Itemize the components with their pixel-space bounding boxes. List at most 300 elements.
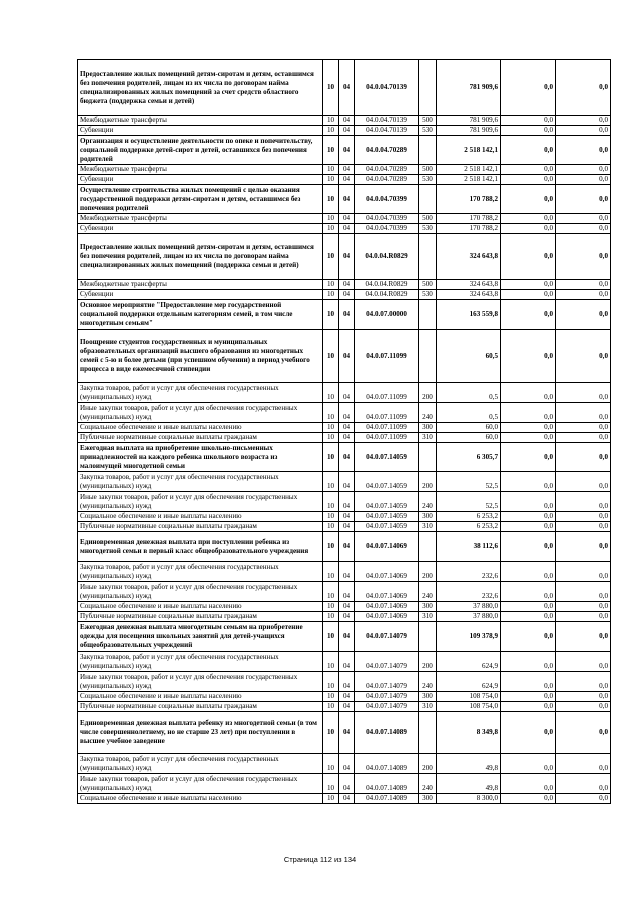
- table-row: [78, 330, 611, 383]
- section-code-cell: 10: [323, 522, 339, 532]
- amount-cell: 170 788,2: [437, 185, 501, 214]
- row-name-cell: Субвенции: [78, 175, 323, 185]
- row-name-cell: Закупка товаров, работ и услуг для обеспечения государственных (муниципальных) нужд: [78, 652, 323, 672]
- subsection-code-cell: 04: [339, 562, 355, 582]
- amount-cell-3: 0,0: [556, 116, 611, 126]
- expense-type-cell: 530: [419, 175, 437, 185]
- table-row: [78, 443, 611, 472]
- amount-cell-3: 0,0: [556, 774, 611, 794]
- amount-cell-3: 0,0: [556, 532, 611, 562]
- section-code-cell: 10: [323, 126, 339, 136]
- amount-cell-2: 0,0: [501, 712, 556, 754]
- amount-cell: 6 253,2: [437, 522, 501, 532]
- table-row: [78, 522, 611, 532]
- expense-type-cell: 500: [419, 214, 437, 224]
- target-article-cell: 04.0.04.R0829: [355, 234, 419, 280]
- amount-cell: 49,8: [437, 774, 501, 794]
- expense-type-cell: 240: [419, 582, 437, 602]
- page-footer: Страница 112 из 134: [283, 855, 357, 864]
- subsection-code-cell: 04: [339, 702, 355, 712]
- target-article-cell: 04.0.07.14089: [355, 754, 419, 774]
- amount-cell: 2 518 142,1: [437, 165, 501, 175]
- row-name-cell: Социальное обеспечение и иные выплаты населению: [78, 602, 323, 612]
- target-article-cell: 04.0.07.14079: [355, 652, 419, 672]
- target-article-cell: 04.0.07.14089: [355, 712, 419, 754]
- target-article-cell: 04.0.07.14089: [355, 794, 419, 804]
- target-article-cell: 04.0.04.70139: [355, 126, 419, 136]
- expense-type-cell: 200: [419, 383, 437, 403]
- amount-cell: 781 909,6: [437, 126, 501, 136]
- subsection-code-cell: 04: [339, 116, 355, 126]
- subsection-code-cell: 04: [339, 136, 355, 165]
- target-article-cell: 04.0.04.70399: [355, 224, 419, 234]
- amount-cell-2: 0,0: [501, 794, 556, 804]
- expense-type-cell: [419, 300, 437, 330]
- amount-cell: 0,5: [437, 403, 501, 423]
- amount-cell: 170 788,2: [437, 214, 501, 224]
- row-name-cell: Социальное обеспечение и иные выплаты населению: [78, 423, 323, 433]
- amount-cell-3: 0,0: [556, 582, 611, 602]
- expense-type-cell: 300: [419, 794, 437, 804]
- table-row: [78, 602, 611, 612]
- subsection-code-cell: 04: [339, 443, 355, 472]
- section-code-cell: 10: [323, 702, 339, 712]
- table-row: [78, 512, 611, 522]
- subsection-code-cell: 04: [339, 492, 355, 512]
- target-article-cell: 04.0.07.14059: [355, 472, 419, 492]
- section-code-cell: 10: [323, 383, 339, 403]
- amount-cell-3: 0,0: [556, 672, 611, 692]
- subsection-code-cell: 04: [339, 224, 355, 234]
- section-code-cell: 10: [323, 774, 339, 794]
- target-article-cell: 04.0.07.11099: [355, 433, 419, 443]
- target-article-cell: 04.0.07.14079: [355, 672, 419, 692]
- amount-cell-3: 0,0: [556, 300, 611, 330]
- row-name-cell: Закупка товаров, работ и услуг для обеспечения государственных (муниципальных) нужд: [78, 754, 323, 774]
- row-name-cell: Публичные нормативные социальные выплаты гражданам: [78, 612, 323, 622]
- subsection-code-cell: 04: [339, 692, 355, 702]
- table-row: [78, 702, 611, 712]
- subsection-code-cell: 04: [339, 652, 355, 672]
- amount-cell-3: 0,0: [556, 712, 611, 754]
- table-row: [78, 794, 611, 804]
- row-name-cell: Закупка товаров, работ и услуг для обеспечения государственных (муниципальных) нужд: [78, 472, 323, 492]
- table-row: [78, 290, 611, 300]
- subsection-code-cell: 04: [339, 622, 355, 652]
- amount-cell-3: 0,0: [556, 185, 611, 214]
- section-code-cell: 10: [323, 234, 339, 280]
- amount-cell: 624,9: [437, 652, 501, 672]
- table-row: [78, 126, 611, 136]
- section-code-cell: 10: [323, 512, 339, 522]
- amount-cell-2: 0,0: [501, 672, 556, 692]
- target-article-cell: 04.0.04.70289: [355, 175, 419, 185]
- row-name-cell: Единовременная денежная выплата ребенку из многодетной семьи (в том числе совершеннолетнему, но не старше 23 лет) при поступлении в высшее учебное заведение: [78, 712, 323, 754]
- table-row: [78, 175, 611, 185]
- amount-cell: 2 518 142,1: [437, 175, 501, 185]
- subsection-code-cell: 04: [339, 754, 355, 774]
- subsection-code-cell: 04: [339, 532, 355, 562]
- section-code-cell: 10: [323, 403, 339, 423]
- amount-cell-2: 0,0: [501, 330, 556, 383]
- table-row: [78, 423, 611, 433]
- target-article-cell: 04.0.04.70139: [355, 116, 419, 126]
- amount-cell-2: 0,0: [501, 532, 556, 562]
- section-code-cell: 10: [323, 136, 339, 165]
- amount-cell: 52,5: [437, 492, 501, 512]
- expense-type-cell: 240: [419, 774, 437, 794]
- section-code-cell: 10: [323, 280, 339, 290]
- amount-cell-3: 0,0: [556, 136, 611, 165]
- table-row: [78, 672, 611, 692]
- subsection-code-cell: 04: [339, 403, 355, 423]
- row-name-cell: Иные закупки товаров, работ и услуг для обеспечения государственных (муниципальных) нужд: [78, 403, 323, 423]
- row-name-cell: Социальное обеспечение и иные выплаты населению: [78, 794, 323, 804]
- row-name-cell: Публичные нормативные социальные выплаты гражданам: [78, 433, 323, 443]
- expense-type-cell: [419, 712, 437, 754]
- target-article-cell: 04.0.07.14069: [355, 532, 419, 562]
- amount-cell-3: 0,0: [556, 403, 611, 423]
- amount-cell: 8 349,8: [437, 712, 501, 754]
- amount-cell-3: 0,0: [556, 433, 611, 443]
- amount-cell-2: 0,0: [501, 383, 556, 403]
- amount-cell: 60,0: [437, 433, 501, 443]
- target-article-cell: 04.0.07.11099: [355, 330, 419, 383]
- expense-type-cell: [419, 60, 437, 116]
- amount-cell-2: 0,0: [501, 300, 556, 330]
- amount-cell-3: 0,0: [556, 522, 611, 532]
- target-article-cell: 04.0.04.R0829: [355, 280, 419, 290]
- expense-type-cell: 300: [419, 512, 437, 522]
- amount-cell-2: 0,0: [501, 116, 556, 126]
- section-code-cell: 10: [323, 754, 339, 774]
- subsection-code-cell: 04: [339, 612, 355, 622]
- amount-cell-2: 0,0: [501, 582, 556, 602]
- target-article-cell: 04.0.07.14079: [355, 702, 419, 712]
- table-row: [78, 60, 611, 116]
- target-article-cell: 04.0.04.70399: [355, 185, 419, 214]
- expense-type-cell: 300: [419, 692, 437, 702]
- subsection-code-cell: 04: [339, 165, 355, 175]
- target-article-cell: 04.0.04.R0829: [355, 290, 419, 300]
- table-row: [78, 562, 611, 582]
- row-name-cell: Основное мероприятие "Предоставление мер государственной социальной поддержки отдельным категориям семей, в том числе многодетным семьям": [78, 300, 323, 330]
- amount-cell: 60,0: [437, 423, 501, 433]
- amount-cell-2: 0,0: [501, 175, 556, 185]
- amount-cell-2: 0,0: [501, 214, 556, 224]
- target-article-cell: 04.0.07.14059: [355, 492, 419, 512]
- table-row: [78, 652, 611, 672]
- target-article-cell: 04.0.07.14059: [355, 512, 419, 522]
- amount-cell: 38 112,6: [437, 532, 501, 562]
- row-name-cell: Иные закупки товаров, работ и услуг для обеспечения государственных (муниципальных) нужд: [78, 582, 323, 602]
- table-row: [78, 622, 611, 652]
- amount-cell-3: 0,0: [556, 472, 611, 492]
- table-row: [78, 383, 611, 403]
- subsection-code-cell: 04: [339, 582, 355, 602]
- subsection-code-cell: 04: [339, 185, 355, 214]
- section-code-cell: 10: [323, 532, 339, 562]
- section-code-cell: 10: [323, 582, 339, 602]
- section-code-cell: 10: [323, 175, 339, 185]
- section-code-cell: 10: [323, 472, 339, 492]
- table-row: [78, 692, 611, 702]
- amount-cell-3: 0,0: [556, 794, 611, 804]
- subsection-code-cell: 04: [339, 175, 355, 185]
- section-code-cell: 10: [323, 423, 339, 433]
- amount-cell-3: 0,0: [556, 562, 611, 582]
- table-row: [78, 774, 611, 794]
- amount-cell: 52,5: [437, 472, 501, 492]
- amount-cell: 324 643,8: [437, 280, 501, 290]
- subsection-code-cell: 04: [339, 234, 355, 280]
- amount-cell-3: 0,0: [556, 423, 611, 433]
- table-row: [78, 165, 611, 175]
- subsection-code-cell: 04: [339, 672, 355, 692]
- amount-cell-2: 0,0: [501, 702, 556, 712]
- row-name-cell: Социальное обеспечение и иные выплаты населению: [78, 512, 323, 522]
- expense-type-cell: 300: [419, 423, 437, 433]
- target-article-cell: 04.0.07.14089: [355, 774, 419, 794]
- table-row: [78, 234, 611, 280]
- amount-cell-2: 0,0: [501, 612, 556, 622]
- amount-cell: 37 880,0: [437, 612, 501, 622]
- section-code-cell: 10: [323, 185, 339, 214]
- amount-cell-3: 0,0: [556, 330, 611, 383]
- amount-cell-2: 0,0: [501, 512, 556, 522]
- row-name-cell: Межбюджетные трансферты: [78, 280, 323, 290]
- amount-cell-2: 0,0: [501, 652, 556, 672]
- amount-cell-3: 0,0: [556, 652, 611, 672]
- amount-cell-2: 0,0: [501, 224, 556, 234]
- table-row: [78, 712, 611, 754]
- target-article-cell: 04.0.07.14069: [355, 582, 419, 602]
- expense-type-cell: 310: [419, 702, 437, 712]
- amount-cell: 0,5: [437, 383, 501, 403]
- row-name-cell: Субвенции: [78, 224, 323, 234]
- subsection-code-cell: 04: [339, 383, 355, 403]
- table-row: [78, 136, 611, 165]
- target-article-cell: 04.0.07.11099: [355, 423, 419, 433]
- amount-cell-3: 0,0: [556, 165, 611, 175]
- row-name-cell: Осуществление строительства жилых помещений с целью оказания государственной поддержки детям-сиротам и детям, оставшимся без попечения родителей: [78, 185, 323, 214]
- section-code-cell: 10: [323, 672, 339, 692]
- amount-cell-2: 0,0: [501, 136, 556, 165]
- amount-cell: 2 518 142,1: [437, 136, 501, 165]
- section-code-cell: 10: [323, 692, 339, 702]
- amount-cell-3: 0,0: [556, 290, 611, 300]
- table-row: [78, 754, 611, 774]
- section-code-cell: 10: [323, 492, 339, 512]
- subsection-code-cell: 04: [339, 512, 355, 522]
- amount-cell: 6 305,7: [437, 443, 501, 472]
- row-name-cell: Иные закупки товаров, работ и услуг для обеспечения государственных (муниципальных) нужд: [78, 492, 323, 512]
- target-article-cell: 04.0.07.14059: [355, 443, 419, 472]
- amount-cell-3: 0,0: [556, 692, 611, 702]
- amount-cell-3: 0,0: [556, 126, 611, 136]
- amount-cell-2: 0,0: [501, 472, 556, 492]
- amount-cell-3: 0,0: [556, 602, 611, 612]
- table-row: [78, 214, 611, 224]
- table-row: [78, 472, 611, 492]
- target-article-cell: 04.0.04.70289: [355, 136, 419, 165]
- row-name-cell: Закупка товаров, работ и услуг для обеспечения государственных (муниципальных) нужд: [78, 562, 323, 582]
- amount-cell: 781 909,6: [437, 60, 501, 116]
- amount-cell-2: 0,0: [501, 126, 556, 136]
- row-name-cell: Ежегодная выплата на приобретение школьно-письменных принадлежностей на каждого ребенка школьного возраста из малоимущей многодетной семьи: [78, 443, 323, 472]
- target-article-cell: 04.0.07.14069: [355, 602, 419, 612]
- amount-cell: 60,5: [437, 330, 501, 383]
- amount-cell-2: 0,0: [501, 185, 556, 214]
- table-row: [78, 403, 611, 423]
- expense-type-cell: 530: [419, 290, 437, 300]
- section-code-cell: 10: [323, 443, 339, 472]
- expense-type-cell: 530: [419, 224, 437, 234]
- table-row: [78, 224, 611, 234]
- target-article-cell: 04.0.07.14079: [355, 692, 419, 702]
- table-row: [78, 185, 611, 214]
- amount-cell: 6 253,2: [437, 512, 501, 522]
- subsection-code-cell: 04: [339, 60, 355, 116]
- table-row: [78, 280, 611, 290]
- subsection-code-cell: 04: [339, 214, 355, 224]
- amount-cell: 49,8: [437, 754, 501, 774]
- amount-cell: 170 788,2: [437, 224, 501, 234]
- target-article-cell: 04.0.07.14079: [355, 622, 419, 652]
- amount-cell-2: 0,0: [501, 754, 556, 774]
- amount-cell-2: 0,0: [501, 234, 556, 280]
- expense-type-cell: 240: [419, 672, 437, 692]
- expense-type-cell: 240: [419, 492, 437, 512]
- amount-cell-2: 0,0: [501, 443, 556, 472]
- amount-cell-3: 0,0: [556, 622, 611, 652]
- subsection-code-cell: 04: [339, 300, 355, 330]
- amount-cell-2: 0,0: [501, 492, 556, 512]
- target-article-cell: 04.0.07.14059: [355, 522, 419, 532]
- target-article-cell: 04.0.07.14069: [355, 562, 419, 582]
- expense-type-cell: 310: [419, 433, 437, 443]
- table-row: [78, 433, 611, 443]
- amount-cell-2: 0,0: [501, 622, 556, 652]
- row-name-cell: Межбюджетные трансферты: [78, 165, 323, 175]
- expense-type-cell: 500: [419, 165, 437, 175]
- amount-cell-2: 0,0: [501, 290, 556, 300]
- subsection-code-cell: 04: [339, 290, 355, 300]
- expense-type-cell: [419, 622, 437, 652]
- amount-cell-2: 0,0: [501, 774, 556, 794]
- expense-type-cell: [419, 532, 437, 562]
- expense-type-cell: 200: [419, 754, 437, 774]
- row-name-cell: Единовременная денежная выплата при поступлении ребенка из многодетной семьи в первый класс общеобразовательного учреждения: [78, 532, 323, 562]
- subsection-code-cell: 04: [339, 774, 355, 794]
- amount-cell-3: 0,0: [556, 383, 611, 403]
- amount-cell-3: 0,0: [556, 234, 611, 280]
- amount-cell-2: 0,0: [501, 165, 556, 175]
- table-row: [78, 116, 611, 126]
- section-code-cell: 10: [323, 433, 339, 443]
- section-code-cell: 10: [323, 300, 339, 330]
- amount-cell-3: 0,0: [556, 280, 611, 290]
- section-code-cell: 10: [323, 612, 339, 622]
- row-name-cell: Предоставление жилых помещений детям-сиротам и детям, оставшимся без попечения родителей, лицам из их числа по договорам найма специализированных жилых помещений (поддержка семьи и детей): [78, 234, 323, 280]
- table-row: [78, 492, 611, 512]
- amount-cell-3: 0,0: [556, 60, 611, 116]
- table-row: [78, 532, 611, 562]
- row-name-cell: Иные закупки товаров, работ и услуг для обеспечения государственных (муниципальных) нужд: [78, 672, 323, 692]
- subsection-code-cell: 04: [339, 126, 355, 136]
- amount-cell-2: 0,0: [501, 692, 556, 702]
- subsection-code-cell: 04: [339, 794, 355, 804]
- subsection-code-cell: 04: [339, 423, 355, 433]
- target-article-cell: 04.0.04.70289: [355, 165, 419, 175]
- target-article-cell: 04.0.04.70139: [355, 60, 419, 116]
- amount-cell: 108 754,0: [437, 692, 501, 702]
- amount-cell: 324 643,8: [437, 290, 501, 300]
- expense-type-cell: [419, 330, 437, 383]
- subsection-code-cell: 04: [339, 330, 355, 383]
- amount-cell-2: 0,0: [501, 280, 556, 290]
- row-name-cell: Закупка товаров, работ и услуг для обеспечения государственных (муниципальных) нужд: [78, 383, 323, 403]
- amount-cell: 624,9: [437, 672, 501, 692]
- amount-cell-3: 0,0: [556, 175, 611, 185]
- amount-cell-3: 0,0: [556, 612, 611, 622]
- amount-cell-2: 0,0: [501, 602, 556, 612]
- amount-cell-3: 0,0: [556, 214, 611, 224]
- section-code-cell: 10: [323, 712, 339, 754]
- target-article-cell: 04.0.07.11099: [355, 403, 419, 423]
- section-code-cell: 10: [323, 330, 339, 383]
- row-name-cell: Предоставление жилых помещений детям-сиротам и детям, оставшимся без попечения родителей, лицам из их числа по договорам найма специализированных жилых помещений за счет средств областного бюджета (поддержка семьи и детей): [78, 60, 323, 116]
- expense-type-cell: 300: [419, 602, 437, 612]
- expense-type-cell: 200: [419, 562, 437, 582]
- amount-cell-2: 0,0: [501, 423, 556, 433]
- section-code-cell: 10: [323, 116, 339, 126]
- target-article-cell: 04.0.07.11099: [355, 383, 419, 403]
- budget-table: [77, 59, 611, 804]
- row-name-cell: Субвенции: [78, 126, 323, 136]
- row-name-cell: Публичные нормативные социальные выплаты гражданам: [78, 522, 323, 532]
- amount-cell-2: 0,0: [501, 60, 556, 116]
- amount-cell-2: 0,0: [501, 403, 556, 423]
- amount-cell: 109 378,9: [437, 622, 501, 652]
- amount-cell: 163 559,8: [437, 300, 501, 330]
- target-article-cell: 04.0.07.14069: [355, 612, 419, 622]
- section-code-cell: 10: [323, 794, 339, 804]
- subsection-code-cell: 04: [339, 280, 355, 290]
- amount-cell-3: 0,0: [556, 492, 611, 512]
- expense-type-cell: 310: [419, 522, 437, 532]
- expense-type-cell: 500: [419, 280, 437, 290]
- row-name-cell: Субвенции: [78, 290, 323, 300]
- row-name-cell: Ежегодная денежная выплата многодетным семьям на приобретение одежды для посещения школьных занятий для детей-учащихся общеобразовательных учреждений: [78, 622, 323, 652]
- row-name-cell: Социальное обеспечение и иные выплаты населению: [78, 692, 323, 702]
- amount-cell: 108 754,0: [437, 702, 501, 712]
- table-row: [78, 582, 611, 602]
- amount-cell-3: 0,0: [556, 754, 611, 774]
- table-row: [78, 300, 611, 330]
- section-code-cell: 10: [323, 652, 339, 672]
- expense-type-cell: [419, 136, 437, 165]
- expense-type-cell: 240: [419, 403, 437, 423]
- section-code-cell: 10: [323, 165, 339, 175]
- amount-cell: 8 300,0: [437, 794, 501, 804]
- section-code-cell: 10: [323, 562, 339, 582]
- section-code-cell: 10: [323, 224, 339, 234]
- expense-type-cell: 200: [419, 472, 437, 492]
- amount-cell-3: 0,0: [556, 512, 611, 522]
- table-body: [78, 60, 611, 804]
- expense-type-cell: [419, 185, 437, 214]
